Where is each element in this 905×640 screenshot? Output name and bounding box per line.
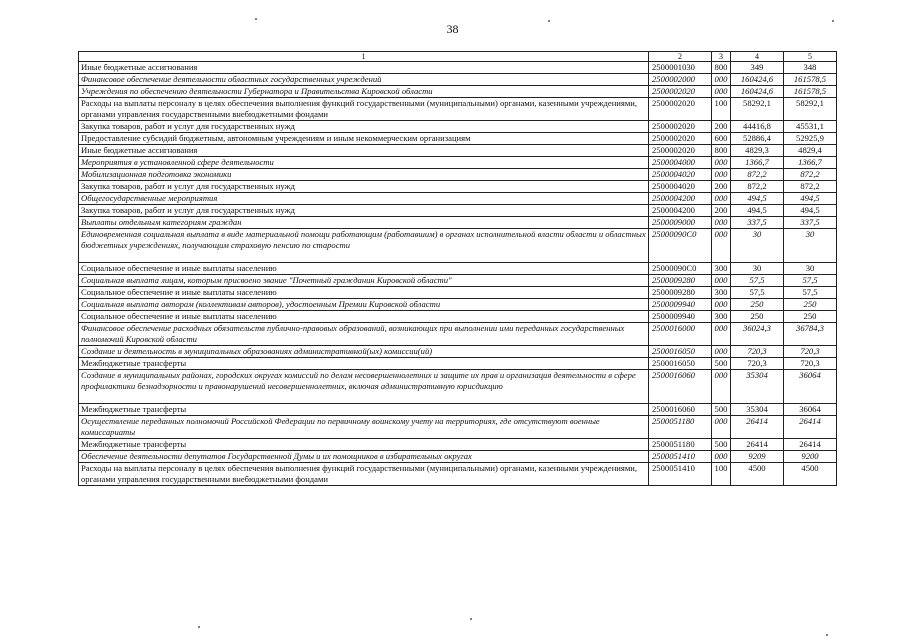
table-row <box>79 323 837 346</box>
header-row <box>79 52 837 62</box>
row-value-1: 160424,6 <box>731 74 784 86</box>
row-value-1: 52886,4 <box>731 133 784 145</box>
row-name: Закупка товаров, работ и услуг для государственных нужд <box>79 205 649 217</box>
row-vr-code: 300 <box>712 311 731 323</box>
row-csr-code: 2500009280 <box>649 287 712 299</box>
row-csr-code: 2500002000 <box>649 74 712 86</box>
row-csr-code: 2500016000 <box>649 323 712 346</box>
scan-speck <box>832 20 834 22</box>
scan-speck <box>198 626 200 628</box>
table-row <box>79 145 837 157</box>
row-csr-code: 2500002020 <box>649 145 712 157</box>
table-row <box>79 193 837 205</box>
row-name: Предоставление субсидий бюджетным, автономным учреждениям и иным некоммерческим организациям <box>79 133 649 145</box>
table-row <box>79 416 837 439</box>
row-value-2: 4500 <box>784 463 837 486</box>
row-value-2: 494,5 <box>784 193 837 205</box>
row-name: Финансовое обеспечение расходных обязательств публично-правовых образований, возникающих при выполнении ими переданных государственных полномочий Кировской области <box>79 323 649 346</box>
row-vr-code: 100 <box>712 98 731 121</box>
row-name: Закупка товаров, работ и услуг для государственных нужд <box>79 181 649 193</box>
row-name: Социальное обеспечение и иные выплаты населению <box>79 263 649 275</box>
row-value-1: 349 <box>731 62 784 74</box>
row-name: Выплаты отдельным категориям граждан <box>79 217 649 229</box>
row-value-1: 26414 <box>731 439 784 451</box>
row-name: Мобилизационная подготовка экономики <box>79 169 649 181</box>
row-value-1: 250 <box>731 299 784 311</box>
row-value-1: 58292,1 <box>731 98 784 121</box>
row-value-2: 57,5 <box>784 275 837 287</box>
row-vr-code: 500 <box>712 404 731 416</box>
scan-speck <box>255 18 257 20</box>
row-csr-code: 2500051180 <box>649 416 712 439</box>
row-value-2: 45531,1 <box>784 121 837 133</box>
row-vr-code: 300 <box>712 263 731 275</box>
row-name: Социальная выплата авторам (коллективам авторов), удостоенным Премии Кировской области <box>79 299 649 311</box>
scan-speck <box>548 20 550 22</box>
row-name: Иные бюджетные ассигнования <box>79 145 649 157</box>
header-cell-2: 2 <box>649 52 712 62</box>
row-name: Создание в муниципальных районах, городских округах комиссий по делам несовершеннолетних и защите их прав и организация деятельности в сфере профилактики безнадзорности и правонарушений несовершеннолетних, включая административную юрисдикцию <box>79 370 649 404</box>
row-name: Финансовое обеспечение деятельности областных государственных учреждений <box>79 74 649 86</box>
row-csr-code: 2500051410 <box>649 463 712 486</box>
row-csr-code: 2500009940 <box>649 311 712 323</box>
table-row <box>79 98 837 121</box>
row-value-2: 720,3 <box>784 346 837 358</box>
row-value-1: 57,5 <box>731 275 784 287</box>
table-row <box>79 463 837 486</box>
budget-table <box>78 51 837 486</box>
row-value-2: 30 <box>784 263 837 275</box>
row-name: Единовременная социальная выплата в виде материальной помощи работающим (работавшим) в органах исполнительной власти области и областных бюджетных учреждениях, получающим страховую пенсию по старости <box>79 229 649 263</box>
table-row <box>79 346 837 358</box>
row-value-1: 720,3 <box>731 358 784 370</box>
row-value-2: 36064 <box>784 370 837 404</box>
row-vr-code: 000 <box>712 299 731 311</box>
row-vr-code: 000 <box>712 217 731 229</box>
row-value-1: 36024,3 <box>731 323 784 346</box>
row-value-1: 160424,6 <box>731 86 784 98</box>
row-value-1: 35304 <box>731 370 784 404</box>
table-row <box>79 370 837 404</box>
row-name: Иные бюджетные ассигнования <box>79 62 649 74</box>
row-vr-code: 000 <box>712 370 731 404</box>
row-vr-code: 000 <box>712 323 731 346</box>
row-value-2: 26414 <box>784 416 837 439</box>
row-csr-code: 2500004200 <box>649 205 712 217</box>
row-name: Обеспечение деятельности депутатов Государственной Думы и их помощников в избирательных округах <box>79 451 649 463</box>
row-value-2: 720,3 <box>784 358 837 370</box>
row-value-1: 35304 <box>731 404 784 416</box>
row-name: Межбюджетные трансферты <box>79 358 649 370</box>
budget-table-body <box>79 52 837 486</box>
page-number: 38 <box>446 22 459 36</box>
row-value-1: 1366,7 <box>731 157 784 169</box>
table-row <box>79 287 837 299</box>
table-row <box>79 229 837 263</box>
row-csr-code: 2500016050 <box>649 358 712 370</box>
row-value-1: 250 <box>731 311 784 323</box>
table-row <box>79 181 837 193</box>
row-csr-code: 25000090С0 <box>649 229 712 263</box>
table-row <box>79 62 837 74</box>
row-value-2: 36784,3 <box>784 323 837 346</box>
row-vr-code: 500 <box>712 358 731 370</box>
row-name: Межбюджетные трансферты <box>79 439 649 451</box>
row-csr-code: 2500004000 <box>649 157 712 169</box>
row-csr-code: 2500002020 <box>649 98 712 121</box>
table-row <box>79 133 837 145</box>
row-value-1: 26414 <box>731 416 784 439</box>
row-value-2: 161578,5 <box>784 86 837 98</box>
row-value-2: 9200 <box>784 451 837 463</box>
row-name: Социальное обеспечение и иные выплаты населению <box>79 311 649 323</box>
row-vr-code: 000 <box>712 416 731 439</box>
header-cell-5: 5 <box>784 52 837 62</box>
row-vr-code: 000 <box>712 451 731 463</box>
row-value-2: 250 <box>784 299 837 311</box>
row-value-1: 494,5 <box>731 193 784 205</box>
row-vr-code: 000 <box>712 229 731 263</box>
row-vr-code: 800 <box>712 62 731 74</box>
row-value-2: 872,2 <box>784 181 837 193</box>
row-value-2: 36064 <box>784 404 837 416</box>
row-value-2: 337,5 <box>784 217 837 229</box>
row-value-2: 52925,9 <box>784 133 837 145</box>
row-value-2: 26414 <box>784 439 837 451</box>
table-row <box>79 358 837 370</box>
table-row <box>79 86 837 98</box>
row-name: Осуществление переданных полномочий Российской Федерации по первичному воинскому учету на территориях, где отсутствуют военные комиссариаты <box>79 416 649 439</box>
table-row <box>79 121 837 133</box>
row-name: Социальная выплата лицам, которым присвоено звание "Почетный гражданин Кировской области" <box>79 275 649 287</box>
row-vr-code: 000 <box>712 193 731 205</box>
header-cell-3: 3 <box>712 52 731 62</box>
row-name: Социальное обеспечение и иные выплаты населению <box>79 287 649 299</box>
table-row <box>79 169 837 181</box>
table-row <box>79 263 837 275</box>
row-vr-code: 200 <box>712 205 731 217</box>
row-value-1: 872,2 <box>731 169 784 181</box>
row-name: Создание и деятельность в муниципальных образованиях административной(ых) комиссии(ий) <box>79 346 649 358</box>
row-value-2: 250 <box>784 311 837 323</box>
row-vr-code: 000 <box>712 346 731 358</box>
row-vr-code: 000 <box>712 86 731 98</box>
row-csr-code: 2500016060 <box>649 404 712 416</box>
row-vr-code: 000 <box>712 275 731 287</box>
table-row <box>79 157 837 169</box>
row-csr-code: 2500016060 <box>649 370 712 404</box>
row-value-1: 44416,8 <box>731 121 784 133</box>
row-value-1: 57,5 <box>731 287 784 299</box>
row-csr-code: 2500009940 <box>649 299 712 311</box>
row-csr-code: 2500002020 <box>649 86 712 98</box>
row-value-2: 348 <box>784 62 837 74</box>
row-value-2: 57,5 <box>784 287 837 299</box>
header-cell-1: 1 <box>79 52 649 62</box>
row-value-2: 872,2 <box>784 169 837 181</box>
table-row <box>79 299 837 311</box>
row-csr-code: 2500009280 <box>649 275 712 287</box>
table-row <box>79 275 837 287</box>
row-csr-code: 25000090С0 <box>649 263 712 275</box>
row-csr-code: 2500001030 <box>649 62 712 74</box>
row-csr-code: 2500051180 <box>649 439 712 451</box>
header-cell-4: 4 <box>731 52 784 62</box>
row-vr-code: 300 <box>712 287 731 299</box>
table-row <box>79 74 837 86</box>
row-value-2: 4829,4 <box>784 145 837 157</box>
row-value-2: 161578,5 <box>784 74 837 86</box>
row-value-1: 4829,3 <box>731 145 784 157</box>
row-csr-code: 2500051410 <box>649 451 712 463</box>
row-vr-code: 100 <box>712 463 731 486</box>
row-vr-code: 600 <box>712 133 731 145</box>
row-csr-code: 2500009000 <box>649 217 712 229</box>
row-vr-code: 800 <box>712 145 731 157</box>
row-csr-code: 2500002020 <box>649 121 712 133</box>
row-vr-code: 000 <box>712 74 731 86</box>
row-name: Учреждения по обеспечению деятельности Губернатора и Правительства Кировской области <box>79 86 649 98</box>
row-csr-code: 2500016050 <box>649 346 712 358</box>
row-value-1: 4500 <box>731 463 784 486</box>
row-csr-code: 2500002020 <box>649 133 712 145</box>
row-vr-code: 000 <box>712 157 731 169</box>
row-value-1: 494,5 <box>731 205 784 217</box>
row-name: Расходы на выплаты персоналу в целях обеспечения выполнения функций государственными (муниципальными) органами, казенными учреждениями, органами управления государственными внебюджетными фондами <box>79 463 649 486</box>
row-csr-code: 2500004020 <box>649 181 712 193</box>
row-vr-code: 200 <box>712 121 731 133</box>
row-value-1: 872,2 <box>731 181 784 193</box>
scan-speck <box>470 618 472 620</box>
row-name: Межбюджетные трансферты <box>79 404 649 416</box>
row-value-1: 30 <box>731 263 784 275</box>
table-row <box>79 205 837 217</box>
row-value-2: 58292,1 <box>784 98 837 121</box>
table-row <box>79 439 837 451</box>
row-value-1: 9209 <box>731 451 784 463</box>
scan-speck <box>826 634 828 636</box>
table-row <box>79 404 837 416</box>
row-vr-code: 500 <box>712 439 731 451</box>
row-name: Закупка товаров, работ и услуг для государственных нужд <box>79 121 649 133</box>
row-value-1: 337,5 <box>731 217 784 229</box>
row-vr-code: 000 <box>712 169 731 181</box>
row-csr-code: 2500004200 <box>649 193 712 205</box>
row-value-1: 720,3 <box>731 346 784 358</box>
row-value-2: 30 <box>784 229 837 263</box>
row-name: Общегосударственные мероприятия <box>79 193 649 205</box>
row-csr-code: 2500004020 <box>649 169 712 181</box>
row-name: Расходы на выплаты персоналу в целях обеспечения выполнения функций государственными (муниципальными) органами, казенными учреждениями, органами управления государственными внебюджетными фондами <box>79 98 649 121</box>
row-value-2: 1366,7 <box>784 157 837 169</box>
row-vr-code: 200 <box>712 181 731 193</box>
row-value-2: 494,5 <box>784 205 837 217</box>
table-row <box>79 451 837 463</box>
table-row <box>79 311 837 323</box>
table-row <box>79 217 837 229</box>
row-name: Мероприятия в установленной сфере деятельности <box>79 157 649 169</box>
row-value-1: 30 <box>731 229 784 263</box>
